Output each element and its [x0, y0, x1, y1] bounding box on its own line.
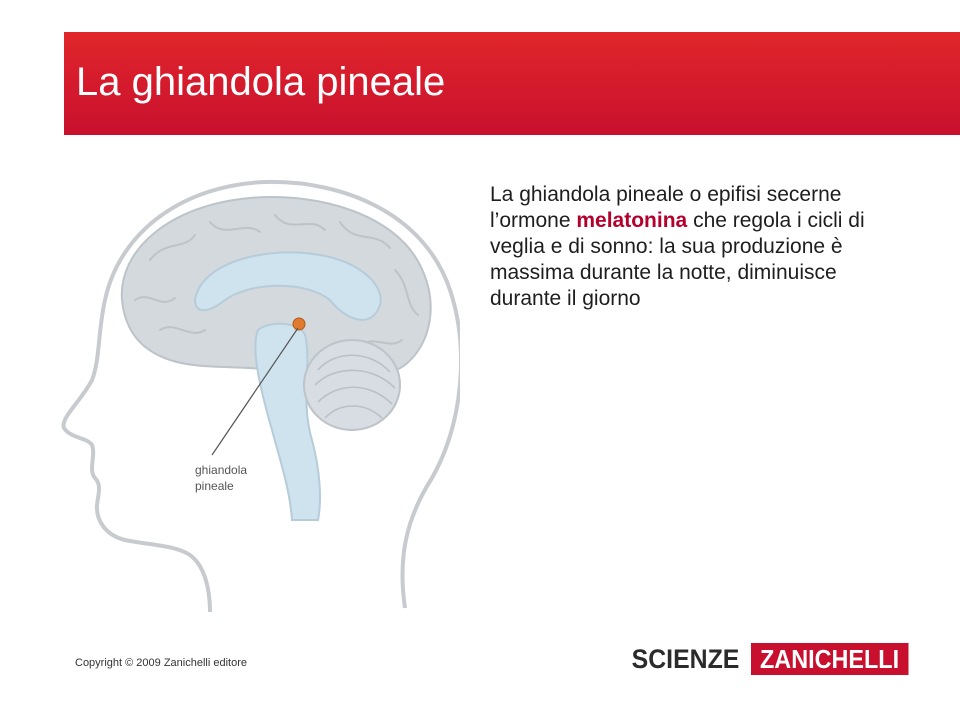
body-paragraph: [490, 182, 870, 312]
body-text-before: La ghiandola pineale o epifisi secerne l’ormone: [490, 183, 842, 232]
publisher-logo: [628, 643, 926, 675]
figure-label-line1: ghiandola: [195, 463, 248, 477]
pineal-gland: [293, 318, 305, 330]
cerebellum: [304, 340, 400, 430]
brand-zanichelli: ZANICHELLI: [751, 643, 908, 675]
brain-illustration: [60, 175, 460, 615]
body-text-after: che regola i cicli di veglia e di sonno: la sua produzione è massima durante la notte, diminuisce durante il giorno: [490, 209, 865, 310]
body-highlight-melatonina: melatonina: [576, 209, 688, 232]
slide-title: La ghiandola pineale: [76, 60, 446, 104]
figure-label-line2: pineale: [195, 479, 234, 493]
title-bar: [64, 32, 960, 135]
copyright-text: Copyright © 2009 Zanichelli editore: [75, 657, 247, 669]
brand-scienze: SCIENZE: [631, 643, 740, 674]
